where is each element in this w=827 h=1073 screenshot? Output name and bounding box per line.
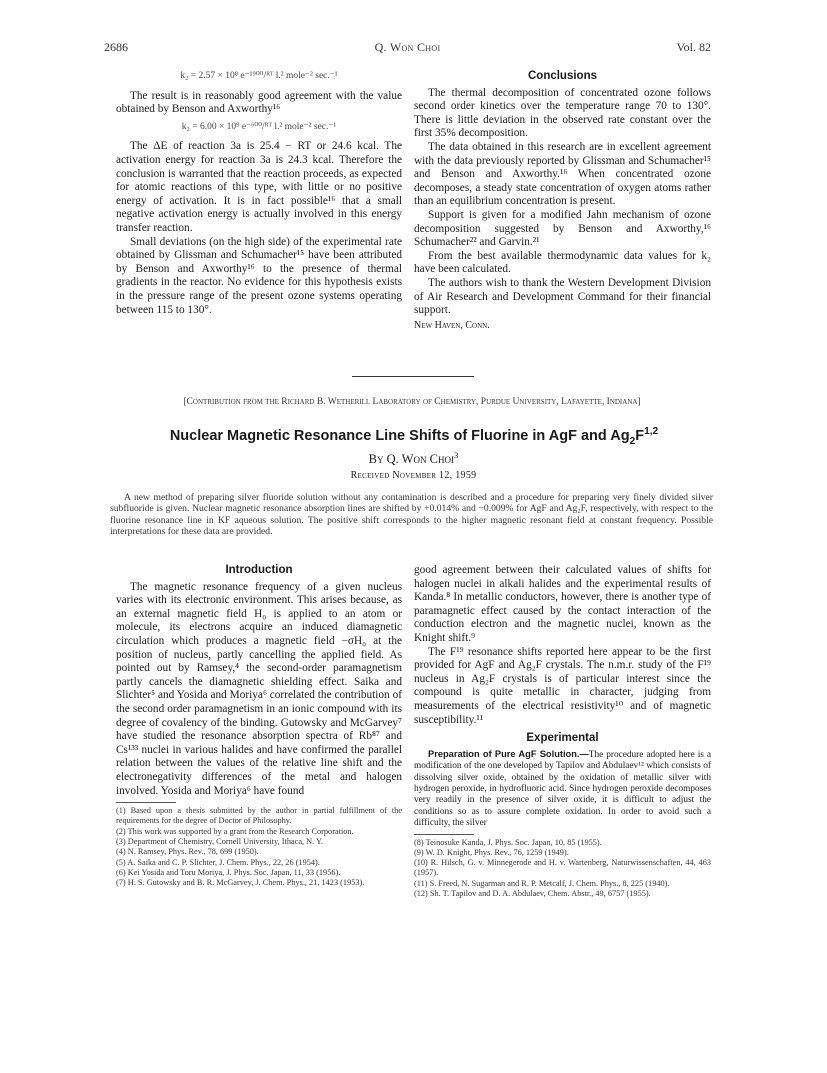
conclusion-paragraph: The thermal decomposition of concentrated ozone follows second order kinetics over the temperature range 70 to 130°. There is little deviation in the observed rate constant over the first 35% decomposition. [414, 86, 711, 140]
received-date: Received November 12, 1959 [350, 470, 477, 481]
experimental-heading: Experimental [526, 732, 599, 745]
footnote: (9) W. D. Knight, Phys. Rev., 76, 1259 (1949). [414, 847, 569, 857]
footnotes-right [414, 838, 711, 900]
footnotes-left [116, 806, 402, 888]
title-text: Nuclear Magnetic Resonance Line Shifts of Fluorine in AgF and Ag [169, 428, 630, 444]
acknowledgment-paragraph: The authors wish to thank the Western Development Division of Air Research and Development Command for their financial support. [414, 276, 711, 317]
introduction-column [116, 564, 402, 888]
conclusions-heading: Conclusions [527, 70, 597, 82]
footnote-rule [414, 834, 474, 835]
byline-text: By Q. Won Choi [368, 452, 454, 466]
footnote: (4) N. Ramsey, Phys. Rev., 78, 699 (1950). [116, 847, 259, 857]
title-subscript: 2 [629, 435, 636, 447]
footnote: (8) Teinosuke Kanda, J. Phys. Soc. Japan, 10, 85 (1955). [414, 837, 602, 847]
byline [0, 449, 827, 467]
introduction-paragraph: The magnetic resonance frequency of a given nucleus varies with its electronic environment. This arises because, as an external magnetic field H₀ is applied to an atom or molecule, its electrons acquire an induced diamagnetic circulation which produces a magnetic field −σH₀ at the position of nucleus, partly cancelling the applied field. As pointed out by Ramsey,⁴ the second-order paramagnetism partly cancels the diamagnetic shielding effect. Saika and Slichter⁵ and Yosida and Moriya⁶ correlated the contribution of the second order paramagnetism in an ionic compound with its degree of covalency of the binding. Gutowsky and McGarvey⁷ have studied the resonance absorption spectra of Rb⁸⁷ and Cs¹³³ nuclei in various halides and have confirmed the parallel relation between the values of the relative line shift and the electronegativity differences of the metal and halogen involved. Yosida and Moriya⁶ have found [116, 580, 402, 797]
contribution-line: [Contribution from the Richard B. Wetherill Laboratory of Chemistry, Purdue University, Lafayette, Indiana] [183, 397, 641, 407]
equation-k2-second: k₂ = 6.00 × 10⁹ e⁻⁶⁰⁰/ᴿᵀ l.² mole⁻² sec.⁻¹ [181, 121, 337, 132]
footnote: (10) R. Hilsch, G. v. Minnegerode and H. v. Wartenberg, Naturwissenschaften, 44, 463 (1957). [414, 858, 711, 878]
running-header [104, 40, 711, 56]
agreement-paragraph: The result is in reasonably good agreement with the value obtained by Benson and Axworthy¹⁶ [116, 89, 402, 116]
conclusions-section [414, 70, 711, 332]
running-author: Q. Won Choi [374, 40, 441, 54]
abstract: A new method of preparing silver fluoride solution without any contamination is described and a procedure for preparing very finely divided silver subfluoride is given. Nuclear magnetic resonance absorption lines are shifted by +0.014% and −0.009% for AgF and Ag₂F, respectively, with respect to the fluorine resonance line in KF aqueous solution. The positive shift corresponds to the higher magnetic resonant field at constant frequency. Possible interpretations for these data are provided. [110, 492, 713, 538]
footnote: (6) Kei Yosida and Toru Moriya, J. Phys. Soc. Japan, 11, 33 (1956). [116, 867, 341, 877]
title-superscript: 1,2 [644, 426, 659, 438]
footnote: (12) Sh. T. Tapilov and D. A. Abdulaev, Chem. Abstr., 49, 6757 (1955). [414, 889, 651, 899]
location-line: New Haven, Conn. [414, 319, 490, 331]
prev-article-left-column [116, 68, 402, 317]
page-number: 2686 [104, 40, 128, 54]
footnote: (5) A. Saika and C. P. Slichter, J. Chem. Phys., 22, 26 (1954). [116, 857, 320, 867]
title-tail: F [635, 428, 645, 444]
volume-label: Vol. 82 [676, 40, 711, 54]
article-title [80, 426, 748, 447]
footnote: (1) Based upon a thesis submitted by the author in partial fulfillment of the requirements for the degree of Doctor of Philosophy. [116, 806, 402, 826]
introduction-continued: good agreement between their calculated values of shifts for halogen nuclei in alkali halides and the experimental results of Kanda.⁸ In metallic conductors, however, there is another type of paramagnetic effect caused by the contact interaction of the conduction electron and the magnetic nuclei, known as the Knight shift.⁹ [414, 564, 711, 644]
introduction-paragraph: The F¹⁹ resonance shifts reported here appear to be the first provided for AgF and Ag₂F crystals. The n.m.r. study of the F¹⁹ nucleus in Ag₂F crystals is of particular interest since the compound is quite metallic in character, judging from measurements of the electrical resistivity¹⁰ and of magnetic susceptibility.¹¹ [414, 645, 711, 726]
footnote: (2) This work was supported by a grant from the Research Corporation. [116, 826, 354, 836]
activation-energy-paragraph: The ΔE of reaction 3a is 25.4 − RT or 24.6 kcal. The activation energy for reaction 3a is 24.3 kcal. Therefore the conclusion is warranted that the reaction proceeds, as expected for atomic reactions of this type, with little or no positive energy of activation. It is in fact possible¹⁶ that a small negative activation energy is actually involved in this energy transfer reaction. [116, 140, 402, 234]
right-lower-column [414, 564, 711, 899]
introduction-heading: Introduction [225, 564, 293, 576]
footnote: (11) S. Freed, N. Sugarman and R. P. Metcalf, J. Chem. Phys., 8, 225 (1940). [414, 878, 670, 888]
footnote-rule [116, 802, 176, 803]
experimental-text: The procedure adopted here is a modification of the one developed by Tapilov and Abdulaev¹² which consists of dissolving silver oxide, obtained by the oxidation of metallic silver with hydrogen peroxide, in hydrofluoric acid. Since hydrogen peroxide decomposes very readily in the presence of silver oxide, it is difficult to adjust the conditions so as to assure complete oxidation. In order to avoid such a difficulty, the silver [414, 749, 711, 829]
footnote: (3) Department of Chemistry, Cornell University, Ithaca, N. Y. [116, 836, 323, 846]
section-divider [352, 376, 474, 377]
conclusion-paragraph: The data obtained in this research are in excellent agreement with the data previously reported by Glissman and Schumacher¹⁵ and Benson and Axworthy.¹⁶ When concentrated ozone decomposes, a steady state concentration of oxygen atoms rather than an equilibrium concentration is present. [414, 140, 711, 208]
equation-k2-first: k₂ = 2.57 × 10⁸ e⁻¹⁹⁰⁰/ᴿᵀ l.² mole⁻² sec.⁻¹ [180, 71, 338, 81]
conclusion-paragraph: From the best available thermodynamic data values for k₂ have been calculated. [414, 249, 711, 276]
subsection-heading: Preparation of Pure AgF Solution.— [428, 748, 589, 759]
experimental-paragraph [414, 749, 711, 830]
conclusion-paragraph: Support is given for a modified Jahn mechanism of ozone decomposition suggested by Benson and Axworthy,¹⁶ Schumacher²² and Garvin.²¹ [414, 208, 711, 249]
deviation-paragraph: Small deviations (on the high side) of the experimental rate obtained by Glissman and Schumacher¹⁵ have been attributed by Benson and Axworthy¹⁶ to the presence of thermal gradients in the reactor. No evidence for this hypothesis exists in the pressure range of the present ozone systems operating between 115 to 130°. [116, 235, 402, 316]
footnote: (7) H. S. Gutowsky and B. R. McGarvey, J. Chem. Phys., 21, 1423 (1953). [116, 878, 365, 888]
byline-superscript: 3 [453, 449, 459, 460]
